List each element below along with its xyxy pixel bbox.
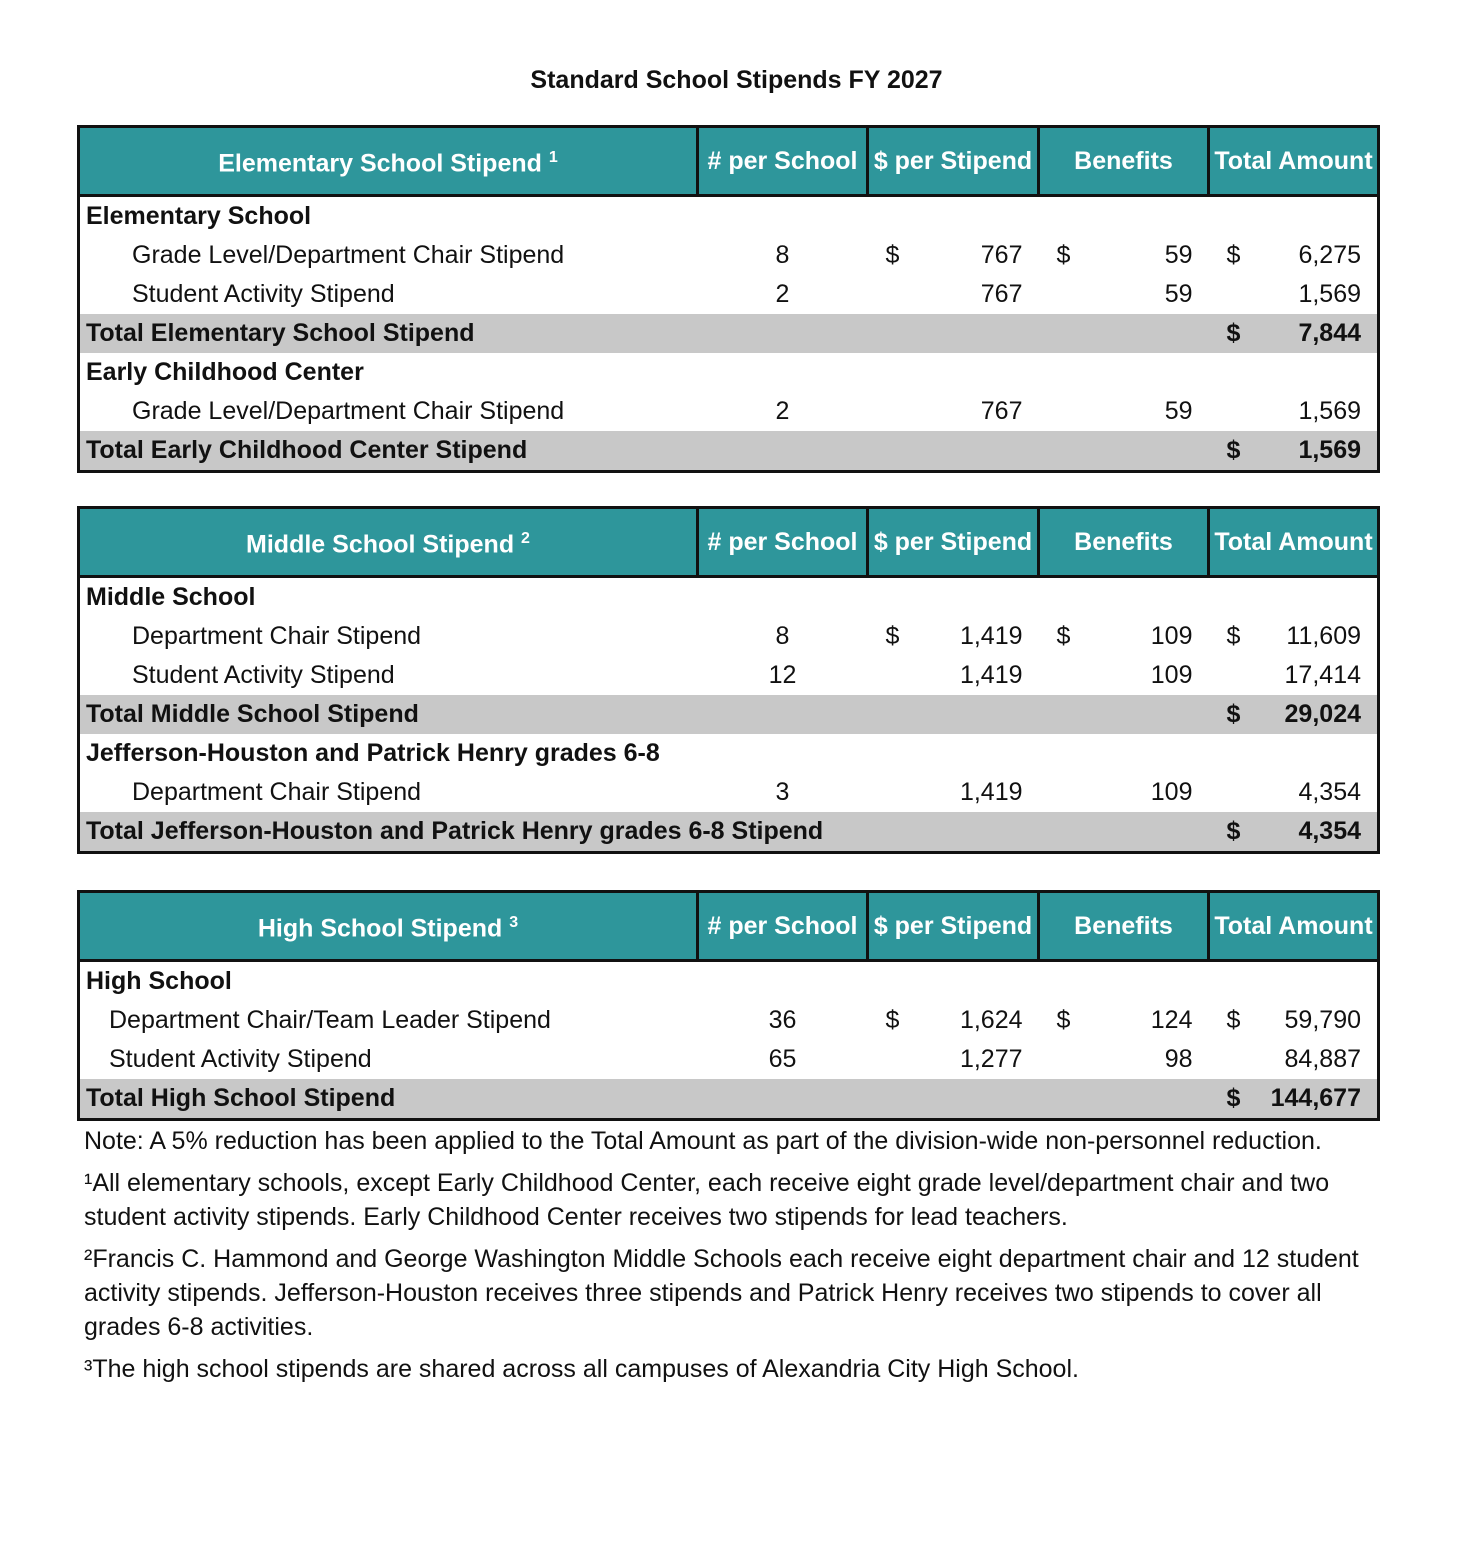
footnote-marker: 1: [548, 149, 558, 167]
footnote-3: ³The high school stipends are shared across all campuses of Alexandria City High School.: [84, 1355, 1079, 1383]
elementary-stipend-table: [77, 125, 1380, 473]
count-cell: 8: [775, 622, 790, 650]
table-title-header: High School Stipend $^3$: [79, 892, 698, 961]
footnote-2: ²Francis C. Hammond and George Washington Middle Schools each receive eight department chair and 12 student activity stipends. Jefferson-Houston receives three stipends and Patrick Henry receives two stipends to cover all grades 6-8 activities.: [84, 1245, 1359, 1341]
total-cell: 1,569: [1298, 397, 1361, 425]
currency-sign: $: [885, 241, 900, 269]
col-header-per-stipend: $ per Stipend: [868, 127, 1039, 196]
total-row: [79, 812, 1379, 853]
footnote-marker: 2: [521, 530, 530, 548]
currency-sign: $: [1226, 817, 1241, 845]
table-row: [79, 392, 1379, 431]
section-label: High School: [86, 967, 232, 995]
total-cell: 1,569: [1298, 280, 1361, 308]
row-label: Department Chair/Team Leader Stipend: [109, 1006, 551, 1034]
benefits-cell: $ 59: [1039, 236, 1209, 275]
count-cell: 3: [775, 778, 790, 806]
row-label: Department Chair Stipend: [132, 622, 422, 650]
total-row: [79, 431, 1379, 472]
total-value: $ 29,024: [1209, 695, 1379, 734]
benefits-cell: 98: [1164, 1045, 1193, 1073]
document-title: Standard School Stipends FY 2027: [530, 66, 943, 94]
currency-sign: $: [1226, 436, 1241, 464]
middle-stipend-table: [77, 506, 1380, 854]
col-header-per-stipend: $ per Stipend: [868, 508, 1039, 577]
footnote-marker: 3: [509, 914, 519, 932]
currency-sign: $: [885, 622, 900, 650]
total-row: [79, 314, 1379, 353]
row-label: Student Activity Stipend: [109, 1045, 372, 1073]
total-label: Total Elementary School Stipend: [79, 314, 1209, 353]
benefits-cell: 59: [1164, 397, 1193, 425]
table-header-row: [79, 127, 1379, 196]
footnotes: [84, 1124, 1384, 1394]
row-label: Student Activity Stipend: [132, 661, 395, 689]
total-cell: 4,354: [1298, 778, 1361, 806]
currency-sign: $: [1226, 241, 1241, 269]
total-cell: 84,887: [1284, 1045, 1361, 1073]
footnote-1: ¹All elementary schools, except Early Childhood Center, each receive eight grade level/department chair and two student activity stipends. Early Childhood Center receives two stipends for lead teachers.: [84, 1169, 1330, 1231]
table-header-row: [79, 892, 1379, 961]
table-row: [79, 236, 1379, 275]
total-row: [79, 695, 1379, 734]
per-stipend-cell: $ 1,419: [868, 617, 1039, 656]
table-row: [79, 656, 1379, 695]
section-row: [79, 577, 1379, 618]
total-value: $ 1,569: [1209, 431, 1379, 472]
row-label: Grade Level/Department Chair Stipend: [132, 397, 565, 425]
count-cell: 36: [768, 1006, 797, 1034]
currency-sign: $: [1226, 319, 1241, 347]
count-cell: 2: [775, 397, 790, 425]
currency-sign: $: [1056, 1006, 1071, 1034]
section-label: Elementary School: [86, 202, 312, 230]
currency-sign: $: [1226, 1084, 1241, 1112]
total-value: $ 144,677: [1209, 1079, 1379, 1120]
row-label: Student Activity Stipend: [132, 280, 395, 308]
table-row: [79, 275, 1379, 314]
benefits-cell: 109: [1150, 661, 1193, 689]
col-header-total-amount: Total Amount: [1209, 892, 1379, 961]
total-value: $ 7,844: [1209, 314, 1379, 353]
col-header-per-stipend: $ per Stipend: [868, 892, 1039, 961]
per-stipend-cell: $ 1,624: [868, 1001, 1039, 1040]
per-stipend-cell: $ 767: [868, 236, 1039, 275]
count-cell: 12: [768, 661, 797, 689]
per-stipend-cell: 1,419: [959, 778, 1023, 806]
col-header-per-school: # per School: [698, 892, 868, 961]
note-reduction: Note: A 5% reduction has been applied to the Total Amount as part of the division-wide non-personnel reduction.: [84, 1127, 1322, 1155]
section-row: [79, 734, 1379, 773]
per-stipend-cell: 767: [980, 280, 1023, 308]
table-header-row: [79, 508, 1379, 577]
total-cell: $ 59,790: [1209, 1001, 1379, 1040]
per-stipend-cell: 1,277: [959, 1045, 1023, 1073]
table-title-header: Middle School Stipend $^2$: [79, 508, 698, 577]
col-header-per-school: # per School: [698, 127, 868, 196]
total-label: Total Middle School Stipend: [79, 695, 1209, 734]
col-header-benefits: Benefits: [1039, 892, 1209, 961]
col-header-total-amount: Total Amount: [1209, 508, 1379, 577]
currency-sign: $: [1056, 622, 1071, 650]
col-header-benefits: Benefits: [1039, 508, 1209, 577]
total-row: [79, 1079, 1379, 1120]
table-title-header: Elementary School Stipend $^1$: [79, 127, 698, 196]
col-header-benefits: Benefits: [1039, 127, 1209, 196]
count-cell: 65: [768, 1045, 797, 1073]
section-label: Early Childhood Center: [86, 358, 364, 386]
currency-sign: $: [1056, 241, 1071, 269]
per-stipend-cell: 767: [980, 397, 1023, 425]
currency-sign: $: [1226, 622, 1241, 650]
col-header-total-amount: Total Amount: [1209, 127, 1379, 196]
section-row: [79, 353, 1379, 392]
section-row: [79, 961, 1379, 1002]
benefits-cell: $ 109: [1039, 617, 1209, 656]
total-label: Total Early Childhood Center Stipend: [79, 431, 1209, 472]
col-header-per-school: # per School: [698, 508, 868, 577]
high-school-stipend-table: [77, 890, 1380, 1121]
table-row: [79, 1040, 1379, 1079]
total-value: $ 4,354: [1209, 812, 1379, 853]
total-label: Total Jefferson-Houston and Patrick Henry grades 6-8 Stipend: [79, 812, 1209, 853]
table-row: [79, 617, 1379, 656]
section-label: Jefferson-Houston and Patrick Henry grades 6-8: [86, 739, 660, 767]
total-label: Total High School Stipend: [79, 1079, 1209, 1120]
currency-sign: $: [885, 1006, 900, 1034]
total-cell: 17,414: [1284, 661, 1361, 689]
per-stipend-cell: 1,419: [959, 661, 1023, 689]
count-cell: 2: [775, 280, 790, 308]
total-cell: $ 11,609: [1209, 617, 1379, 656]
benefits-cell: 59: [1164, 280, 1193, 308]
row-label: Department Chair Stipend: [132, 778, 422, 806]
benefits-cell: 109: [1150, 778, 1193, 806]
benefits-cell: $ 124: [1039, 1001, 1209, 1040]
row-label: Grade Level/Department Chair Stipend: [132, 241, 565, 269]
table-row: [79, 1001, 1379, 1040]
currency-sign: $: [1226, 1006, 1241, 1034]
section-label: Middle School: [86, 583, 256, 611]
count-cell: 8: [775, 241, 790, 269]
table-row: [79, 773, 1379, 812]
total-cell: $ 6,275: [1209, 236, 1379, 275]
currency-sign: $: [1226, 700, 1241, 728]
section-row: [79, 196, 1379, 237]
